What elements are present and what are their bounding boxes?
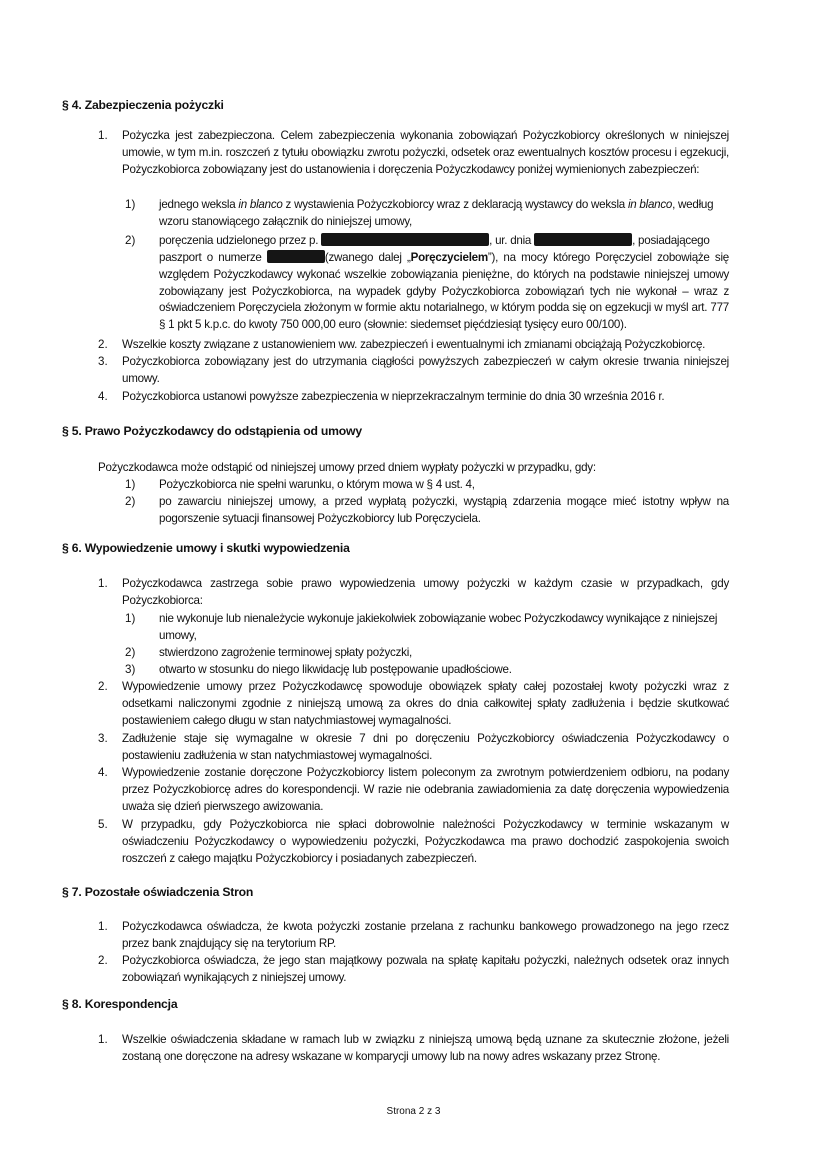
s5-sub-1-number: 1) — [125, 478, 136, 491]
s6-sub-2-text: stwierdzono zagrożenie terminowej spłaty pożyczki, — [159, 646, 412, 659]
s4-item-2-number: 2. — [98, 338, 108, 351]
s4-item-1-number: 1. — [98, 129, 108, 142]
redacted-name — [321, 233, 489, 246]
s5-sub-2-number: 2) — [125, 495, 136, 508]
s7-item-1-number: 1. — [98, 920, 108, 933]
s6-sub-1-number: 1) — [125, 612, 136, 625]
s4-sub-1-number: 1) — [125, 198, 136, 211]
s4-item-3-number: 3. — [98, 355, 108, 368]
page-number-footer: Strona 2 z 3 — [386, 1106, 441, 1117]
s4-item-4-text: Pożyczkobiorca ustanowi powyższe zabezpieczenia w nieprzekraczalnym terminie do dnia 30 września 2016 r. — [122, 390, 665, 403]
s6-item-5-text: W przypadku, gdy Pożyczkobiorca nie spłaci dobrowolnie należności Pożyczkodawcy w terminie wskazanym w oświadczeniu Pożyczkodawcy o wypowiedzeniu pożyczki, Pożyczkodawca ma prawo dochodzić zaspokojenia swoich roszczeń z całego majątku Pożyczkobiorcy i posiadanych zabezpieczeń. — [122, 818, 729, 865]
s4-item-2-text: Wszelkie koszty związane z ustanowieniem ww. zabezpieczeń i ewentualnymi ich zmianami obciążają Pożyczkobiorcę. — [122, 338, 706, 351]
s4-sub-2-line-1: poręczenia udzielonego przez p. , ur. dnia , posiadającego — [159, 234, 710, 247]
s4-sub-2-text: paszport o numerze (zwanego dalej „Poręczycielem”), na mocy którego Poręczyciel zobowiąże się względem Pożyczkodawcy wykonać wszelkie zobowiązania pieniężne, do których na podstawie niniejszej umowy zobowiązany jest Pożyczkobiorca, na wypadek gdyby Pożyczkobiorca zobowiązań tych nie wykonał – wraz z oświadczeniem Poręczyciela złożonym w formie aktu notarialnego, w którym podda się on egzekucji w myśl art. 777 § 1 pkt 5 k.p.c. do kwoty 750 000,00 euro (słownie: siedemset pięćdziesiąt tysięcy euro 00/100). — [159, 251, 729, 332]
s7-item-2-text: Pożyczkobiorca oświadcza, że jego stan majątkowy pozwala na spłatę kapitału pożyczki, należnych odsetek oraz innych zobowiązań wynikających z niniejszej umowy. — [122, 954, 729, 984]
s4-item-3-text: Pożyczkobiorca zobowiązany jest do utrzymania ciągłości powyższych zabezpieczeń w całym okresie trwania niniejszej umowy. — [122, 355, 729, 385]
s7-item-1-text: Pożyczkodawca oświadcza, że kwota pożyczki zostanie przelana z rachunku bankowego prowadzonego na jego rzecz przez bank znajdujący się na terytorium RP. — [122, 920, 729, 950]
s8-item-1-text: Wszelkie oświadczenia składane w ramach lub w związku z niniejszą umową będą uznane za skutecznie złożone, jeżeli zostaną one doręczone na adresy wskazane w komparycji umowy lub na nowy adres wskazany przez Stronę. — [122, 1033, 729, 1063]
s6-sub-3-number: 3) — [125, 663, 136, 676]
s4-sub-1-text: jednego weksla in blanco z wystawienia Pożyczkobiorcy wraz z deklaracją wystawcy do weksla in blanco, według wzoru stanowiącego załącznik do niniejszej umowy, — [159, 198, 714, 228]
s6-item-4-text: Wypowiedzenie zostanie doręczone Pożyczkobiorcy listem poleconym za zwrotnym potwierdzeniem odbioru, na podany przez Pożyczkobiorcę adres do korespondencji. W razie nie odebrania zawiadomienia za datę doręczenia wypowiedzenia uważa się dzień pierwszego awizowania. — [122, 766, 729, 813]
s8-item-1-number: 1. — [98, 1033, 108, 1046]
s6-item-4-number: 4. — [98, 766, 108, 779]
s5-sub-1-text: Pożyczkobiorca nie spełni warunku, o którym mowa w § 4 ust. 4, — [159, 478, 475, 491]
section-7-heading: § 7. Pozostałe oświadczenia Stron — [62, 885, 254, 899]
s6-item-3-text: Zadłużenie staje się wymagalne w okresie 7 dni po doręczeniu Pożyczkobiorcy oświadczenia Pożyczkodawcy o postawieniu zadłużenia w stan natychmiastowej wymagalności. — [122, 732, 729, 762]
section-5-heading: § 5. Prawo Pożyczkodawcy do odstąpienia od umowy — [62, 424, 362, 438]
section-6-heading: § 6. Wypowiedzenie umowy i skutki wypowiedzenia — [62, 541, 350, 555]
s6-sub-3-text: otwarto w stosunku do niego likwidację lub postępowanie upadłościowe. — [159, 663, 512, 676]
s6-sub-1-text: nie wykonuje lub nienależycie wykonuje jakiekolwiek zobowiązanie wobec Pożyczkodawcy wynikające z niniejszej umowy, — [159, 612, 718, 642]
s6-item-1-text: Pożyczkodawca zastrzega sobie prawo wypowiedzenia umowy pożyczki w każdym czasie w przypadkach, gdy Pożyczkobiorca: — [122, 577, 729, 607]
s5-intro: Pożyczkodawca może odstąpić od niniejszej umowy przed dniem wypłaty pożyczki w przypadku, gdy: — [98, 461, 596, 474]
redacted-passport-number — [267, 250, 325, 263]
s4-item-4-number: 4. — [98, 390, 108, 403]
section-4-heading: § 4. Zabezpieczenia pożyczki — [62, 98, 224, 112]
s6-item-1-number: 1. — [98, 577, 108, 590]
section-8-heading: § 8. Korespondencja — [62, 997, 178, 1011]
redacted-birthdate — [534, 233, 632, 246]
s6-item-3-number: 3. — [98, 732, 108, 745]
s4-sub-2-number: 2) — [125, 234, 136, 247]
s6-item-2-text: Wypowiedzenie umowy przez Pożyczkodawcę spowoduje obowiązek spłaty całej pozostałej kwoty pożyczki wraz z odsetkami naliczonymi zgodnie z niniejszą umową za okres do dnia całkowitej spłaty zadłużenia i będzie skutkować postawieniem całego długu w stan natychmiastowej wymagalności. — [122, 680, 729, 727]
s6-item-5-number: 5. — [98, 818, 108, 831]
s4-item-1-text: Pożyczka jest zabezpieczona. Celem zabezpieczenia wykonania zobowiązań Pożyczkobiorcy określonych w niniejszej umowie, w tym m.in. roszczeń z tytułu obowiązku zwrotu pożyczki, odsetek oraz ewentualnych kosztów procesu i egzekucji, Pożyczkobiorca zobowiązany jest do ustanowienia i doręczenia Pożyczkodawcy poniżej wymienionych zabezpieczeń: — [122, 129, 729, 176]
s6-sub-2-number: 2) — [125, 646, 136, 659]
s5-sub-2-text: po zawarciu niniejszej umowy, a przed wypłatą pożyczki, wystąpią zdarzenia mogące mieć istotny wpływ na pogorszenie sytuacji finansowej Pożyczkobiorcy lub Poręczyciela. — [159, 495, 729, 525]
s7-item-2-number: 2. — [98, 954, 108, 967]
s6-item-2-number: 2. — [98, 680, 108, 693]
